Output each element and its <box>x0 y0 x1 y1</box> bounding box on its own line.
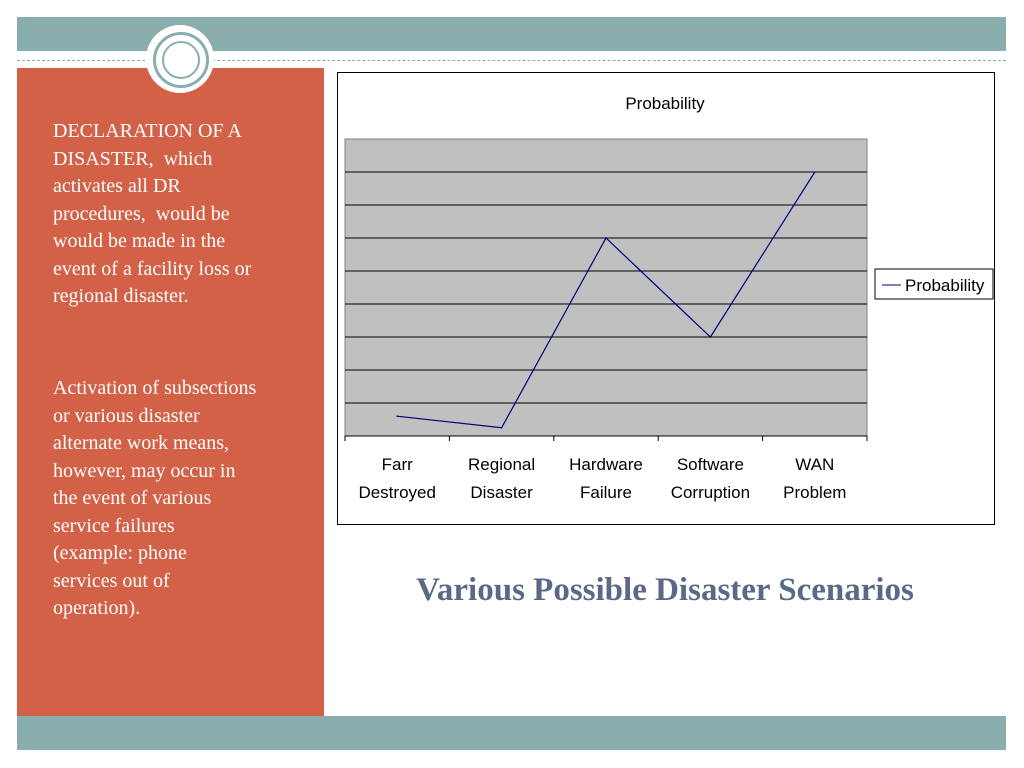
bottom-band <box>17 716 1006 750</box>
legend-label: Probability <box>905 276 985 295</box>
data-point <box>710 336 712 338</box>
circle-ornament-inner <box>162 41 200 79</box>
data-point <box>396 415 398 417</box>
data-point <box>501 427 503 429</box>
slide-title: Various Possible Disaster Scenarios <box>416 572 914 608</box>
probability-chart <box>337 72 995 525</box>
legend <box>875 269 993 299</box>
activation-paragraph: Activation of subsections or various disaster alternate work means, however, may occur in the event of various service failures (example: phone services out of operation). <box>53 377 257 619</box>
x-axis <box>345 436 867 441</box>
x-tick-label: WAN Problem <box>783 455 847 502</box>
x-tick-label: Farr Destroyed <box>358 455 436 502</box>
x-tick-label: Regional Disaster <box>468 455 536 502</box>
chart-title: Probability <box>625 94 705 113</box>
x-tick-label: Hardware Failure <box>569 455 643 502</box>
declaration-paragraph: DECLARATION OF A DISASTER, which activates all DR procedures, would be would be made in the event of a facility loss or regional disaster. <box>53 120 252 307</box>
x-tick-label: Software Corruption <box>670 455 751 502</box>
data-point <box>814 171 816 173</box>
chart-svg <box>338 73 994 524</box>
data-point <box>605 237 607 239</box>
x-tick-labels <box>358 455 846 502</box>
plot-area <box>345 139 867 436</box>
